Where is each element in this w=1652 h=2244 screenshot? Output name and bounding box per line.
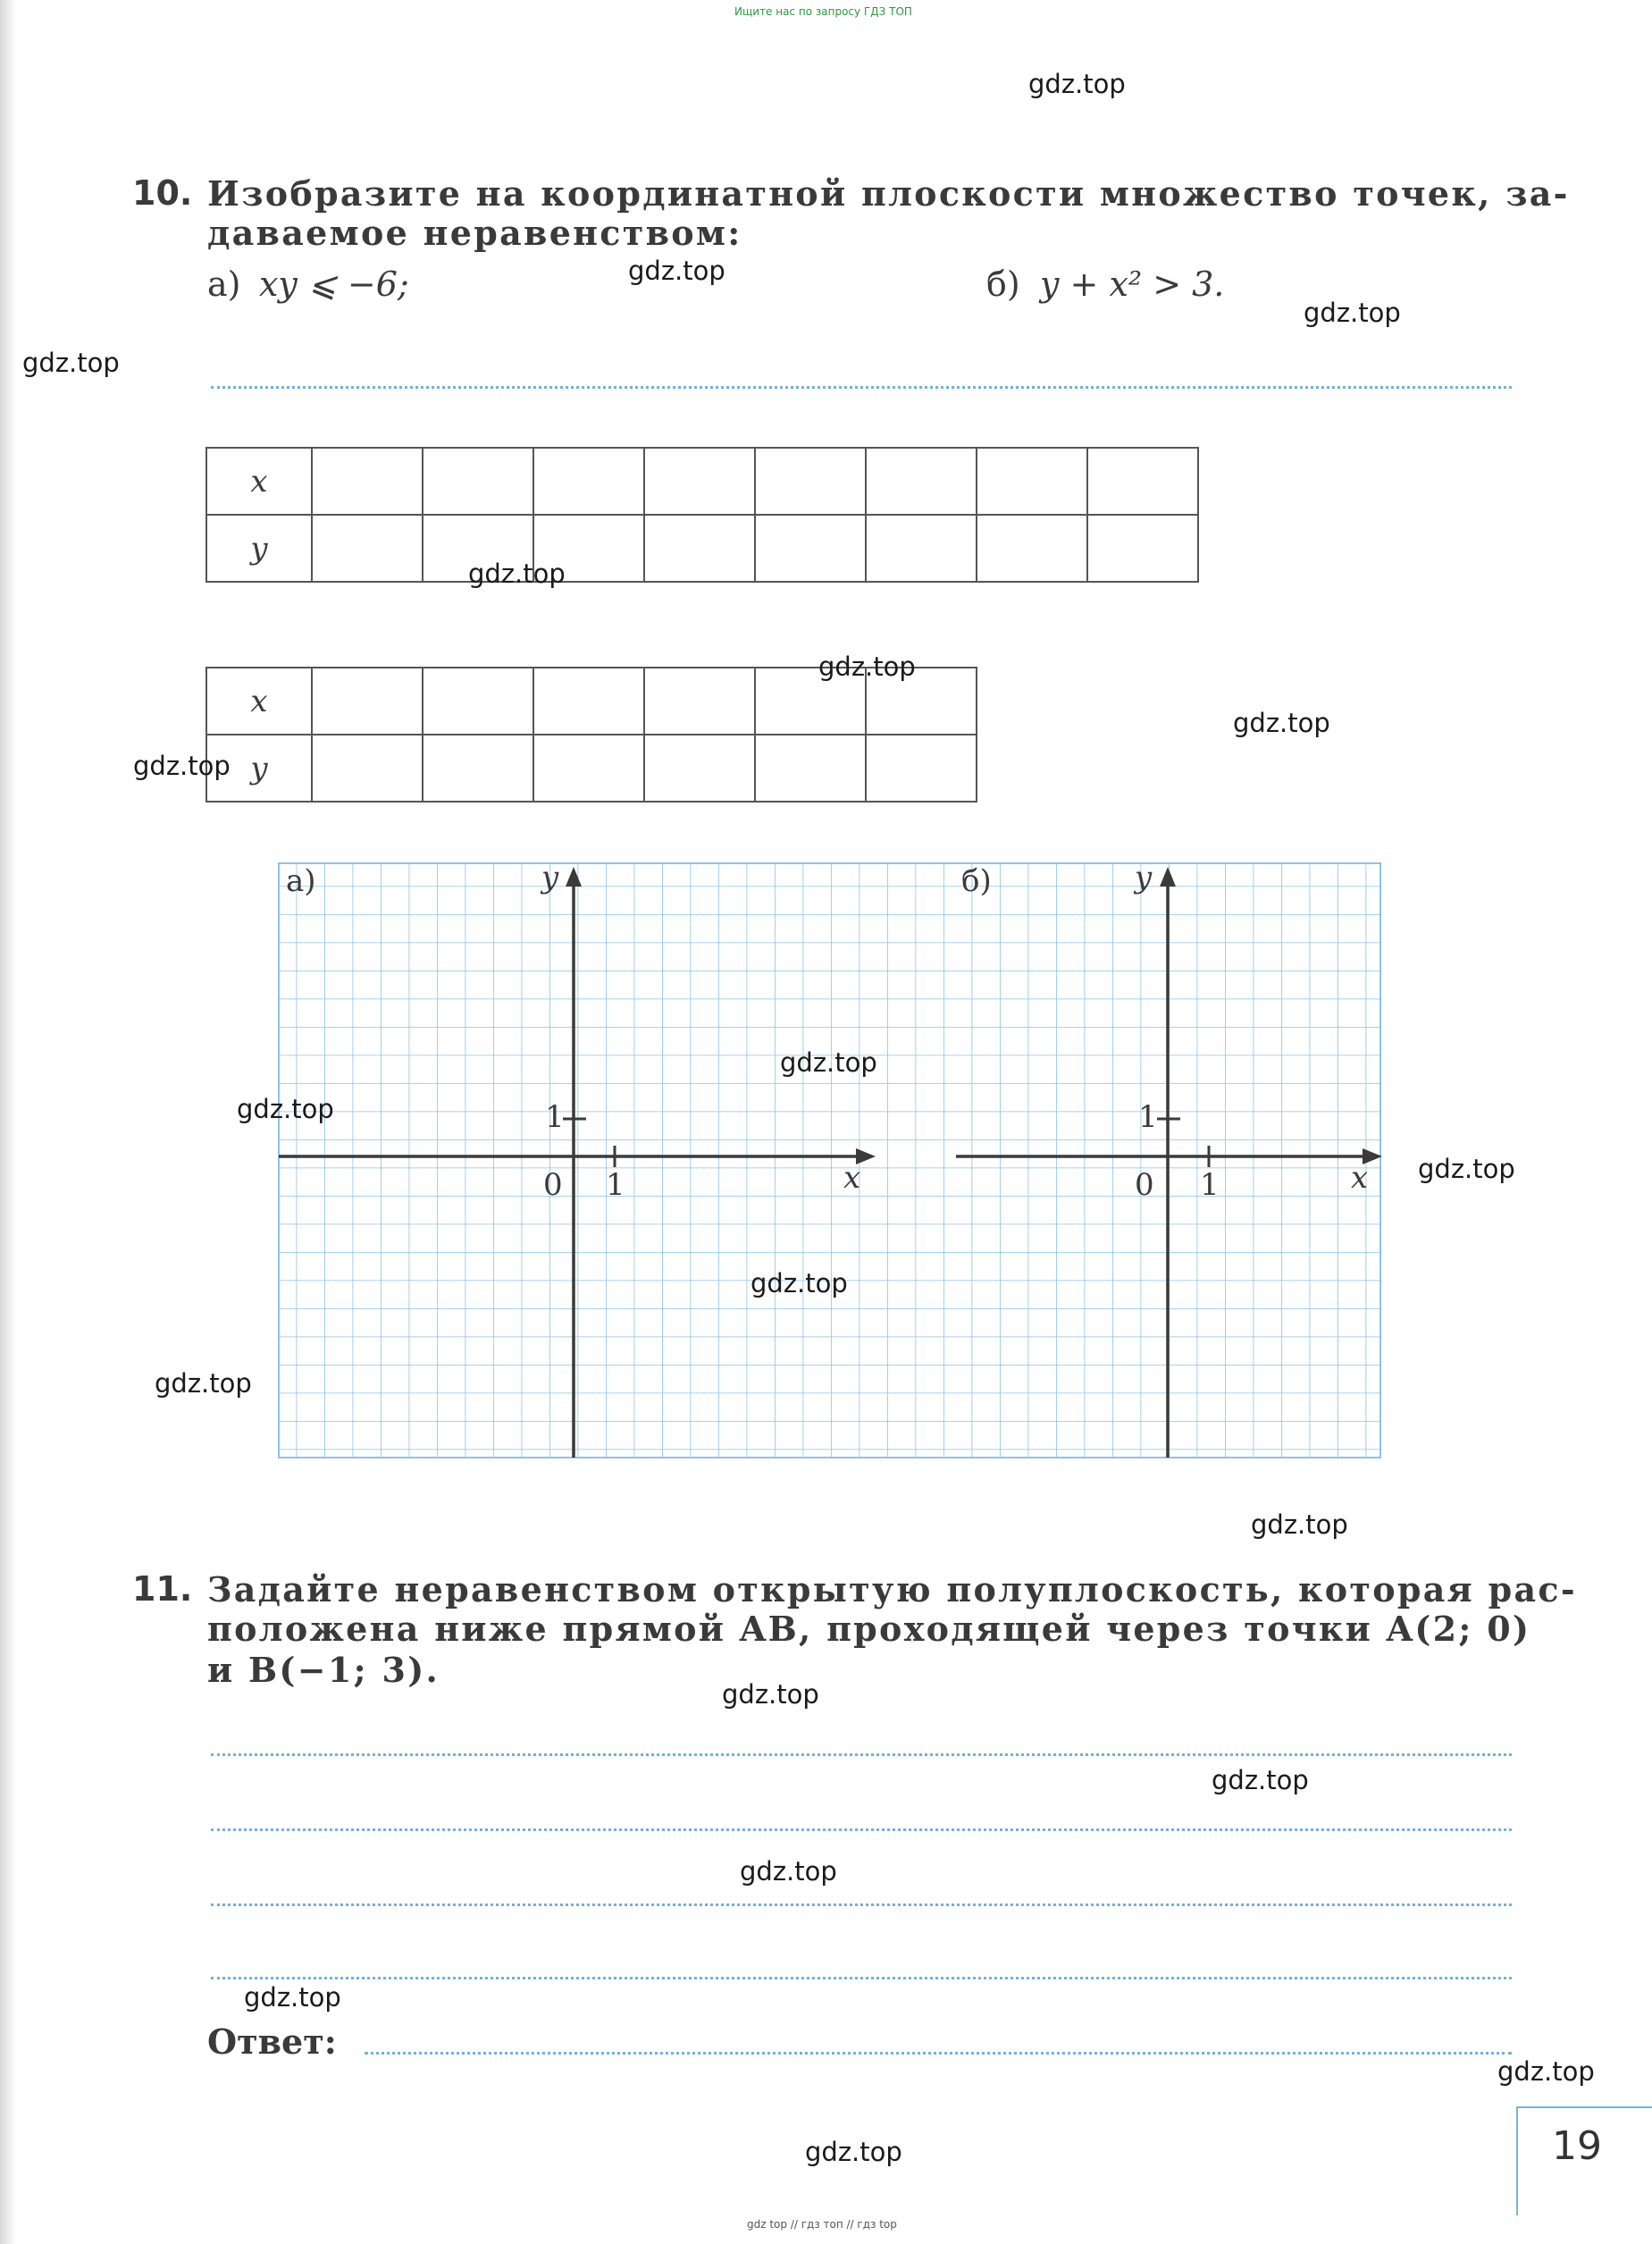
coordinate-grid[interactable]	[268, 858, 1394, 1462]
panel-a-x-one: 1	[606, 1167, 625, 1203]
table-1-cell[interactable]	[755, 448, 866, 515]
watermark: gdz.top	[1233, 708, 1330, 738]
table-2-cell[interactable]	[755, 735, 866, 802]
watermark: gdz.top	[237, 1094, 334, 1124]
answer-line-task-11[interactable]	[211, 1828, 1512, 1831]
task-11-text-line-2: положена ниже прямой AB, проходящей через точки A(2; 0)	[207, 1609, 1531, 1649]
table-1-cell[interactable]	[1087, 515, 1198, 582]
watermark: gdz.top	[722, 1679, 819, 1710]
panel-a-origin: 0	[543, 1167, 563, 1203]
table-1-cell[interactable]	[977, 515, 1087, 582]
task-10-number: 10.	[132, 173, 193, 213]
table-2-cell[interactable]	[312, 668, 423, 735]
watermark: gdz.top	[805, 2137, 902, 2167]
watermark: gdz.top	[1251, 1509, 1348, 1540]
watermark: gdz.top	[1028, 69, 1126, 99]
watermark: gdz.top	[244, 1982, 341, 2013]
panel-b-y-label: y	[1135, 860, 1153, 895]
task-10-text-line-1: Изобразите на координатной плоскости множество точек, за-	[207, 173, 1570, 214]
table-1-cell[interactable]	[977, 448, 1087, 515]
grid-paper	[279, 863, 1380, 1458]
task-10-item-b-expression: y + x² > 3.	[1040, 265, 1225, 304]
footer-links: gdz top // гдз топ // гдз top	[747, 2218, 897, 2231]
answer-line-task-11[interactable]	[211, 1977, 1512, 1979]
table-1-cell[interactable]	[533, 448, 644, 515]
answer-line-task-10[interactable]	[211, 386, 1512, 389]
table-2-cell[interactable]	[423, 668, 533, 735]
watermark: gdz.top	[818, 651, 916, 682]
values-table-2	[205, 667, 977, 803]
table-1-cell[interactable]	[866, 515, 977, 582]
answer-line-final[interactable]	[365, 2052, 1512, 2055]
panel-b-label: б)	[961, 863, 992, 899]
answer-line-task-11[interactable]	[211, 1904, 1512, 1906]
table-2-cell[interactable]	[866, 735, 977, 802]
task-11-text-line-3: и B(−1; 3).	[207, 1650, 440, 1690]
table-1-header-y: y	[206, 515, 312, 582]
table-2-cell[interactable]	[312, 735, 423, 802]
table-1-cell[interactable]	[644, 515, 755, 582]
answer-label: Ответ:	[207, 2021, 337, 2062]
answer-line-task-11[interactable]	[211, 1753, 1512, 1756]
task-10-text-line-2: даваемое неравенством:	[207, 213, 742, 253]
table-1-cell[interactable]	[312, 515, 423, 582]
panel-b-origin: 0	[1135, 1167, 1154, 1203]
table-2-header-y: y	[206, 735, 312, 802]
watermark: gdz.top	[1212, 1765, 1309, 1795]
table-2-cell[interactable]	[423, 735, 533, 802]
table-1-cell[interactable]	[755, 515, 866, 582]
table-1-cell[interactable]	[423, 448, 533, 515]
watermark: gdz.top	[468, 559, 566, 589]
table-1-header-x: x	[206, 448, 312, 515]
task-10-item-b-label: б)	[986, 265, 1020, 304]
table-2-cell[interactable]	[533, 735, 644, 802]
table-2-header-x: x	[206, 668, 312, 735]
values-table-1	[205, 447, 1199, 583]
watermark: gdz.top	[740, 1856, 837, 1887]
panel-a-label: а)	[286, 863, 316, 899]
watermark: gdz.top	[155, 1368, 252, 1399]
panel-b-y-one: 1	[1138, 1099, 1158, 1135]
table-2-cell[interactable]	[644, 668, 755, 735]
watermark: gdz.top	[1418, 1154, 1515, 1184]
task-11-text-line-1: Задайте неравенством открытую полуплоскость, которая рас-	[207, 1569, 1577, 1609]
watermark: gdz.top	[780, 1047, 877, 1078]
watermark: gdz.top	[751, 1268, 848, 1298]
table-1-cell[interactable]	[644, 448, 755, 515]
watermark: gdz.top	[22, 348, 120, 378]
panel-a-y-label: y	[541, 860, 559, 895]
watermark: gdz.top	[1497, 2056, 1595, 2087]
watermark: gdz.top	[628, 256, 725, 286]
panel-a-x-label: x	[843, 1160, 861, 1196]
table-2-cell[interactable]	[533, 668, 644, 735]
watermark: gdz.top	[1304, 298, 1401, 328]
task-11-number: 11.	[132, 1569, 193, 1609]
panel-b-x-one: 1	[1200, 1167, 1220, 1203]
task-10-item-a-label: а)	[207, 265, 241, 304]
watermark: gdz.top	[133, 751, 231, 781]
task-10-item-a-expression: xy ⩽ −6;	[259, 265, 409, 304]
page-number: 19	[1552, 2123, 1602, 2169]
table-2-cell[interactable]	[644, 735, 755, 802]
top-notice: Ищите нас по запросу ГДЗ ТОП	[734, 5, 912, 18]
table-1-cell[interactable]	[866, 448, 977, 515]
page-edge-shadow	[0, 0, 16, 2244]
table-1-cell[interactable]	[312, 448, 423, 515]
table-1-cell[interactable]	[1087, 448, 1198, 515]
panel-b-x-label: x	[1351, 1160, 1369, 1196]
panel-a-y-one: 1	[545, 1099, 565, 1135]
